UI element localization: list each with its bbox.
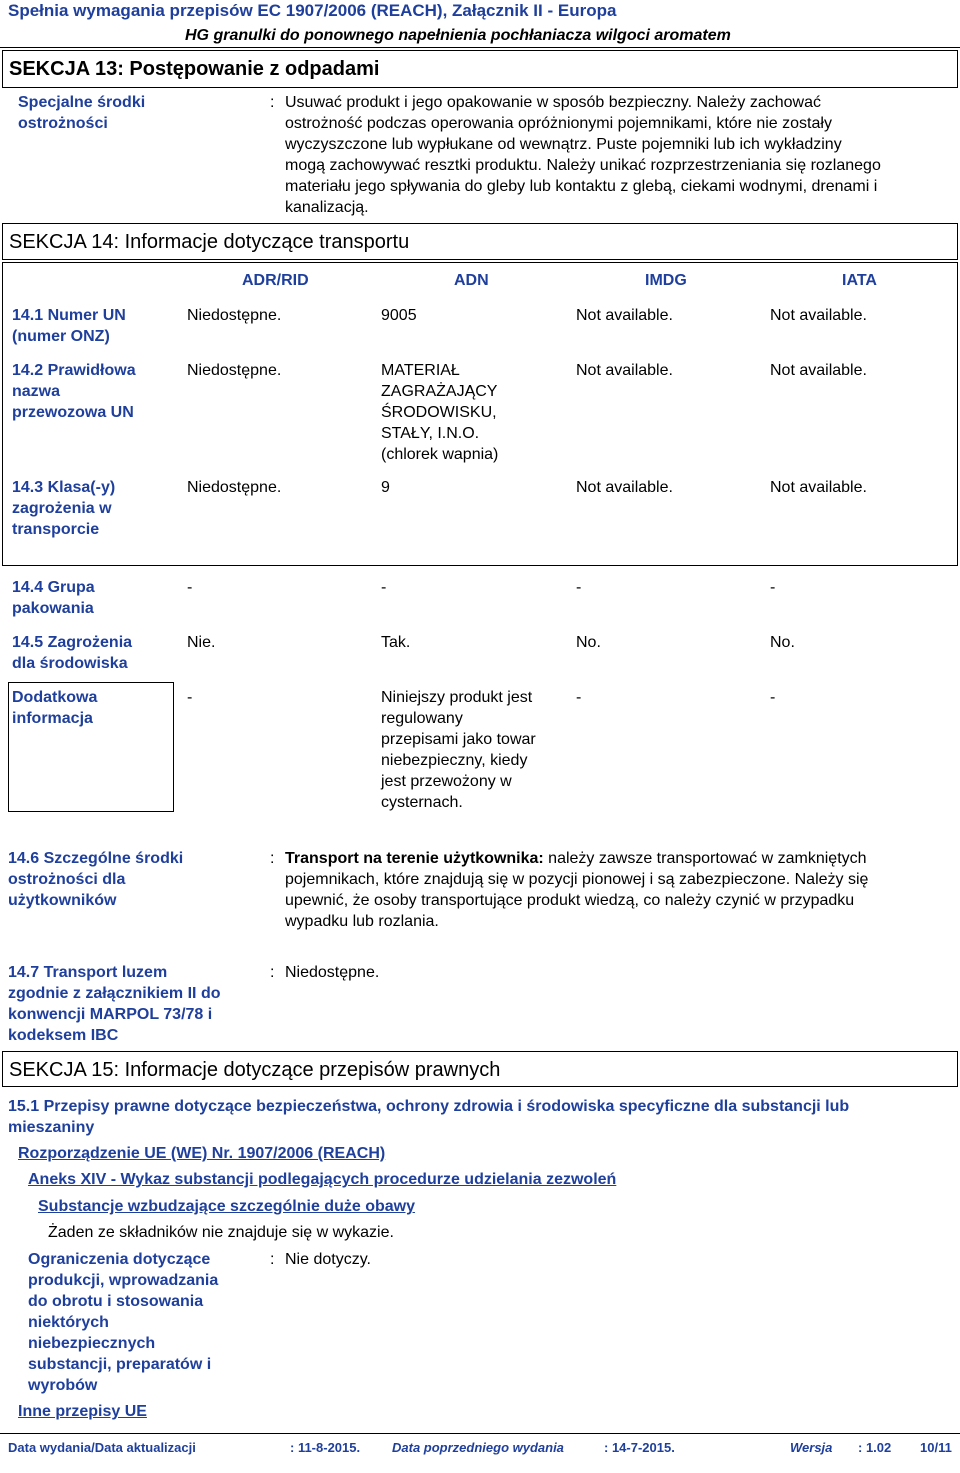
- other-eu-regulations-link[interactable]: Inne przepisy UE: [18, 1403, 147, 1420]
- footer-issue-label: Data wydania/Data aktualizacji: [8, 1440, 196, 1455]
- row-label-line: przewozowa UN: [12, 404, 134, 421]
- s13-colon: :: [270, 94, 275, 111]
- cell-adn: Tak.: [381, 634, 411, 651]
- cell-adr: -: [187, 689, 193, 706]
- row-label-line: (numer ONZ): [12, 328, 110, 345]
- s13-label-line: Specjalne środki: [18, 94, 146, 111]
- s13-text-line: mogą zachowywać resztki produktu. Należy unikać rozprzestrzeniania się rozlanego: [285, 157, 881, 174]
- cell-imdg: Not available.: [576, 307, 673, 324]
- restrictions-label: [28, 1249, 218, 1396]
- restrictions-label-line: do obrotu i stosowania: [28, 1293, 204, 1310]
- s13-text: [285, 92, 955, 218]
- row-label-14-2: [12, 360, 136, 423]
- col-header-adr: ADR/RID: [242, 272, 309, 289]
- cell-iata: No.: [770, 634, 795, 651]
- s14-7-label-line: kodeksem IBC: [8, 1027, 119, 1044]
- s14-6-colon: :: [270, 850, 275, 867]
- cell-adr: Niedostępne.: [187, 362, 282, 379]
- annex-xiv-link[interactable]: Aneks XIV - Wykaz substancji podlegających procedurze udzielania zezwoleń: [28, 1171, 617, 1188]
- cell-imdg: -: [576, 689, 582, 706]
- restrictions-label-line: niektórych: [28, 1314, 109, 1331]
- row-label-line: 14.3 Klasa(-y): [12, 479, 116, 496]
- cell-line: MATERIAŁ: [381, 362, 460, 379]
- s14-6-bold-prefix: Transport na terenie użytkownika:: [285, 850, 544, 867]
- cell-adr: Nie.: [187, 634, 216, 651]
- cell-adn: [381, 360, 498, 465]
- row-label-14-1: [12, 305, 126, 347]
- col-header-iata: IATA: [842, 272, 877, 289]
- cell-line: cysternach.: [381, 794, 463, 811]
- row-label-line: transporcie: [12, 521, 100, 538]
- row-label-line: 14.1 Numer UN: [12, 307, 126, 324]
- section-13-title-text: SEKCJA 13: Postępowanie z odpadami: [9, 58, 380, 80]
- s14-6-text-line: należy zawsze transportować w zamkniętych: [543, 850, 867, 867]
- cell-line: STAŁY, I.N.O.: [381, 425, 480, 442]
- footer-prev-value: : 14-7-2015.: [604, 1440, 675, 1455]
- cell-adn: 9: [381, 479, 390, 496]
- svhc-link[interactable]: Substancje wzbudzające szczególnie duże obawy: [38, 1198, 415, 1215]
- row-label-line: nazwa: [12, 383, 61, 400]
- cell-line: regulowany: [381, 710, 463, 727]
- cell-iata: Not available.: [770, 362, 867, 379]
- footer-version-value: : 1.02: [858, 1440, 892, 1455]
- cell-line: Niniejszy produkt jest: [381, 689, 533, 706]
- section-15-title: [2, 1051, 958, 1087]
- cell-iata: Not available.: [770, 307, 867, 324]
- s14-6-text-line: wypadku lub rozlania.: [285, 913, 439, 930]
- row-label-14-5: [12, 632, 132, 674]
- col-header-adn: ADN: [454, 272, 489, 289]
- s14-7-label: [8, 962, 220, 1046]
- footer-page-number: 10/11: [920, 1440, 952, 1455]
- s14-7-label-line: konwencji MARPOL 73/78 i: [8, 1006, 213, 1023]
- cell-adn: -: [381, 579, 387, 596]
- cell-adr: Niedostępne.: [187, 479, 282, 496]
- cell-imdg: -: [576, 579, 582, 596]
- section-14-title: [2, 223, 958, 260]
- cell-line: ŚRODOWISKU,: [381, 404, 497, 421]
- cell-imdg: No.: [576, 634, 601, 651]
- restrictions-label-line: wyrobów: [28, 1377, 98, 1394]
- restrictions-text: Nie dotyczy.: [285, 1251, 371, 1268]
- row-label-line: 14.2 Prawidłowa: [12, 362, 136, 379]
- row-label-line: 14.5 Zagrożenia: [12, 634, 133, 651]
- s14-6-label-line: 14.6 Szczególne środki: [8, 850, 184, 867]
- s14-6-text-line: pojemnikach, które znajdują się w pozycji pionowej i są zabezpieczone. Należy się: [285, 871, 869, 888]
- cell-line: ZAGRAŻAJĄCY: [381, 383, 498, 400]
- restrictions-colon: :: [270, 1251, 275, 1268]
- row-label-line: Dodatkowa: [12, 689, 98, 706]
- restrictions-label-line: substancji, preparatów i: [28, 1356, 212, 1373]
- s13-text-line: ostrożność podczas operowania opróżnionymi pojemnikami, które nie zostały: [285, 115, 832, 132]
- col-header-imdg: IMDG: [645, 272, 687, 289]
- restrictions-label-line: Ograniczenia dotyczące: [28, 1251, 211, 1268]
- row-label-line: dla środowiska: [12, 655, 128, 672]
- s14-6-label-line: użytkowników: [8, 892, 117, 909]
- cell-iata: -: [770, 689, 776, 706]
- section-15-title-text: SEKCJA 15: Informacje dotyczące przepisów prawnych: [9, 1059, 501, 1081]
- document-header-title: Spełnia wymagania przepisów EC 1907/2006 (REACH), Załącznik II - Europa: [8, 1, 617, 20]
- footer-prev-label: Data poprzedniego wydania: [392, 1440, 564, 1455]
- s14-7-label-line: 14.7 Transport luzem: [8, 964, 168, 981]
- row-label-14-3: [12, 477, 115, 540]
- cell-adn: 9005: [381, 307, 417, 324]
- s13-text-line: kanalizacją.: [285, 199, 369, 216]
- s14-7-text: Niedostępne.: [285, 964, 380, 981]
- s14-6-text: [285, 848, 955, 932]
- footer-issue-value: : 11-8-2015.: [290, 1440, 361, 1455]
- row-label-line: informacja: [12, 710, 93, 727]
- product-name: HG granulki do ponownego napełnienia pochłaniacza wilgoci aromatem: [185, 27, 731, 44]
- s13-label: [18, 92, 145, 134]
- restrictions-label-line: niebezpiecznych: [28, 1335, 156, 1352]
- row-label-line: pakowania: [12, 600, 94, 617]
- s13-label-line: ostrożności: [18, 115, 108, 132]
- cell-adn: [381, 687, 536, 813]
- cell-adr: -: [187, 579, 193, 596]
- s15-1-heading-line: 15.1 Przepisy prawne dotyczące bezpieczeństwa, ochrony zdrowia i środowiska specyficzne dla substancji lub: [8, 1098, 850, 1115]
- cell-iata: -: [770, 579, 776, 596]
- s13-text-line: materiału jego spływania do gleby lub kontaktu z glebą, ciekami wodnymi, drenami i: [285, 178, 878, 195]
- s13-text-line: wyczyszczone lub wypłukane od wewnątrz. Puste pojemniki lub ich wykładziny: [285, 136, 842, 153]
- s14-6-text-line: upewnić, że osoby transportujące produkt wiedzą, co należy czynić w przypadku: [285, 892, 855, 909]
- reach-regulation-link[interactable]: Rozporządzenie UE (WE) Nr. 1907/2006 (REACH): [18, 1145, 386, 1162]
- cell-line: przepisami jako towar: [381, 731, 536, 748]
- row-label-additional: [12, 687, 97, 729]
- header-divider: [0, 47, 960, 48]
- section-14-title-text: SEKCJA 14: Informacje dotyczące transportu: [9, 231, 410, 253]
- s14-6-first-line: [285, 848, 955, 869]
- cell-adr: Niedostępne.: [187, 307, 282, 324]
- cell-line: (chlorek wapnia): [381, 446, 499, 463]
- cell-line: jest przewożony w: [381, 773, 512, 790]
- s15-1-heading-line: mieszaniny: [8, 1119, 95, 1136]
- s15-1-heading: [8, 1096, 953, 1138]
- s13-text-line: Usuwać produkt i jego opakowanie w sposób bezpieczny. Należy zachować: [285, 94, 821, 111]
- restrictions-label-line: produkcji, wprowadzania: [28, 1272, 219, 1289]
- row-label-line: 14.4 Grupa: [12, 579, 95, 596]
- footer-divider: [0, 1433, 960, 1434]
- s14-7-colon: :: [270, 964, 275, 981]
- section-13-title: [2, 50, 958, 88]
- s14-6-label: [8, 848, 183, 911]
- s14-7-label-line: zgodnie z załącznikiem II do: [8, 985, 221, 1002]
- cell-imdg: Not available.: [576, 479, 673, 496]
- row-label-line: zagrożenia w: [12, 500, 112, 517]
- s14-6-label-line: ostrożności dla: [8, 871, 126, 888]
- svhc-none-text: Żaden ze składników nie znajduje się w wykazie.: [48, 1224, 394, 1241]
- cell-iata: Not available.: [770, 479, 867, 496]
- cell-imdg: Not available.: [576, 362, 673, 379]
- footer-version-label: Wersja: [790, 1440, 833, 1455]
- row-label-14-4: [12, 577, 95, 619]
- cell-line: niebezpieczny, kiedy: [381, 752, 528, 769]
